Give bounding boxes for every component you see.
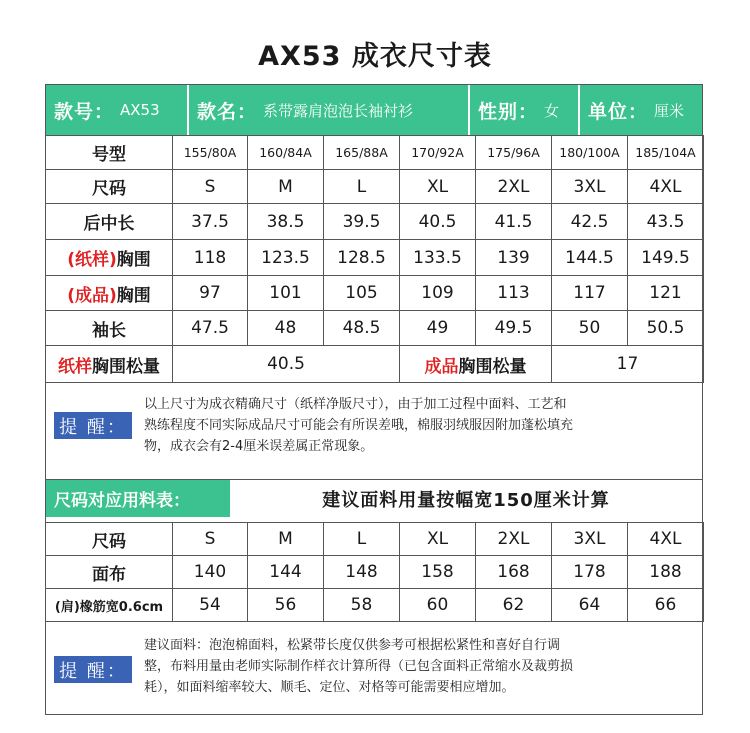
size-cell: 49	[400, 311, 476, 346]
fabric-cell: 62	[476, 589, 552, 622]
fabric-row-label: (肩)橡筋宽0.6cm	[46, 589, 173, 622]
reminder-note-2	[46, 621, 702, 715]
fabric-section-header	[46, 480, 702, 517]
size-cell: 2XL	[476, 170, 552, 204]
size-cell: 39.5	[324, 204, 400, 240]
reminder-1-line: 熟练程度不同实际成品尺寸可能会有所误差哦，棉服羽绒服因附加蓬松填充	[144, 418, 574, 433]
reminder-badge-2: 提 醒：	[54, 656, 132, 683]
fabric-calc-note: 建议面料用量按幅宽150厘米计算	[322, 489, 610, 511]
fabric-section-tag: 尺码对应用料表：	[46, 480, 230, 517]
size-chart-frame	[45, 84, 703, 715]
size-cell: L	[324, 170, 400, 204]
pattern-ease-red: 纸样	[58, 356, 92, 377]
fabric-cell: 178	[552, 556, 628, 589]
size-cell: 42.5	[552, 204, 628, 240]
size-cell: 113	[476, 276, 552, 311]
fabric-cell: 54	[173, 589, 248, 622]
fabric-row-label: 面布	[46, 556, 173, 589]
reminder-2-line: 耗），如面料缩率较大、顺毛、定位、对格等可能需要相应增加。	[144, 680, 515, 695]
size-cell: 48	[248, 311, 324, 346]
row-label	[46, 240, 173, 276]
size-row	[46, 276, 704, 311]
unit-cell	[580, 85, 702, 135]
row-label-red: (纸样)	[67, 250, 117, 270]
row-label	[46, 311, 173, 346]
size-cell: 48.5	[324, 311, 400, 346]
size-cell: M	[248, 170, 324, 204]
size-cell: 160/84A	[248, 136, 324, 170]
size-cell: 165/88A	[324, 136, 400, 170]
fabric-cell: 2XL	[476, 523, 552, 556]
reminder-text-2	[144, 635, 694, 698]
fabric-cell: 140	[173, 556, 248, 589]
size-cell: 37.5	[173, 204, 248, 240]
fabric-row-label: 尺码	[46, 523, 173, 556]
fabric-table	[45, 522, 704, 622]
fabric-cell: 144	[248, 556, 324, 589]
row-label-text: 后中长	[83, 214, 135, 234]
fabric-cell: 4XL	[628, 523, 704, 556]
size-row	[46, 311, 704, 346]
fabric-row	[46, 523, 704, 556]
size-cell: 170/92A	[400, 136, 476, 170]
row-label-text: 胸围	[116, 250, 151, 270]
size-cell: 41.5	[476, 204, 552, 240]
gender-key: 性别：	[478, 100, 539, 123]
fabric-cell: 148	[324, 556, 400, 589]
reminder-1-line: 物，成衣会有2-4厘米误差属正常现象。	[144, 439, 374, 454]
reminder-2-line: 建议面料：泡泡棉面料，松紧带长度仅供参考可根据松紧性和喜好自行调	[144, 638, 561, 653]
size-cell: 123.5	[248, 240, 324, 276]
size-cell: S	[173, 170, 248, 204]
size-cell: 105	[324, 276, 400, 311]
size-cell: 43.5	[628, 204, 704, 240]
gender-cell	[470, 85, 580, 135]
style-name-value: 系带露肩泡泡长袖衬衫	[263, 101, 414, 120]
fabric-cell: XL	[400, 523, 476, 556]
style-name-cell	[189, 85, 470, 135]
size-cell: 49.5	[476, 311, 552, 346]
size-cell: 3XL	[552, 170, 628, 204]
size-cell: 139	[476, 240, 552, 276]
fabric-cell: 188	[628, 556, 704, 589]
page-title: AX53 成衣尺寸表	[258, 41, 492, 72]
row-label-red: (成品)	[67, 285, 117, 306]
size-cell: XL	[400, 170, 476, 204]
size-cell: 38.5	[248, 204, 324, 240]
size-cell: 4XL	[628, 170, 704, 204]
size-row	[46, 204, 704, 240]
style-number-key: 款号：	[54, 100, 115, 123]
finished-ease-text: 胸围松量	[458, 356, 527, 377]
size-cell: 155/80A	[173, 136, 248, 170]
finished-ease-value: 17	[552, 346, 704, 383]
size-cell: 50.5	[628, 311, 704, 346]
size-cell: 175/96A	[476, 136, 552, 170]
pattern-ease-value: 40.5	[173, 346, 400, 383]
row-label	[46, 276, 173, 311]
size-cell: 185/104A	[628, 136, 704, 170]
row-label-text: 胸围	[116, 285, 151, 306]
fabric-cell: 66	[628, 589, 704, 622]
fabric-cell: 64	[552, 589, 628, 622]
size-row	[46, 170, 704, 204]
unit-key: 单位：	[588, 100, 649, 123]
size-cell: 144.5	[552, 240, 628, 276]
fabric-cell: 56	[248, 589, 324, 622]
row-label-text: 袖长	[92, 320, 126, 341]
fabric-cell: M	[248, 523, 324, 556]
fabric-cell: 60	[400, 589, 476, 622]
fabric-cell: 58	[324, 589, 400, 622]
row-label	[46, 204, 173, 240]
unit-value: 厘米	[654, 101, 685, 120]
row-label	[46, 136, 173, 170]
style-number-value: AX53	[120, 101, 160, 119]
size-cell: 133.5	[400, 240, 476, 276]
size-cell: 40.5	[400, 204, 476, 240]
size-cell: 149.5	[628, 240, 704, 276]
size-cell: 128.5	[324, 240, 400, 276]
gender-value: 女	[544, 101, 560, 120]
size-cell: 117	[552, 276, 628, 311]
size-cell: 97	[173, 276, 248, 311]
size-cell: 121	[628, 276, 704, 311]
size-cell: 50	[552, 311, 628, 346]
finished-ease-red: 成品	[424, 356, 459, 377]
fabric-cell: 168	[476, 556, 552, 589]
reminder-2-line: 整，布料用量由老师实际制作样衣计算所得（已包含面料正常缩水及裁剪损	[144, 659, 574, 674]
style-number-cell	[46, 85, 189, 135]
fabric-cell: 158	[400, 556, 476, 589]
size-cell: 109	[400, 276, 476, 311]
size-row	[46, 240, 704, 276]
size-cell: 180/100A	[552, 136, 628, 170]
size-row	[46, 136, 704, 170]
reminder-1-line: 以上尺寸为成衣精确尺寸（纸样净版尺寸），由于加工过程中面料、工艺和	[144, 397, 567, 412]
fabric-row	[46, 589, 704, 622]
size-cell: 47.5	[173, 311, 248, 346]
reminder-note-1	[46, 372, 702, 480]
row-label-text: 号型	[92, 145, 126, 165]
reminder-badge-1: 提 醒：	[54, 412, 132, 439]
fabric-cell: S	[173, 523, 248, 556]
size-table	[45, 135, 704, 383]
fabric-cell: L	[324, 523, 400, 556]
pattern-ease-text: 胸围松量	[92, 356, 160, 377]
style-name-key: 款名：	[197, 100, 258, 123]
row-label	[46, 170, 173, 204]
header-bar	[46, 85, 702, 135]
row-label-text: 尺码	[92, 179, 126, 199]
fabric-row	[46, 556, 704, 589]
fabric-cell: 3XL	[552, 523, 628, 556]
size-cell: 118	[173, 240, 248, 276]
size-cell: 101	[248, 276, 324, 311]
reminder-text-1	[144, 394, 694, 457]
